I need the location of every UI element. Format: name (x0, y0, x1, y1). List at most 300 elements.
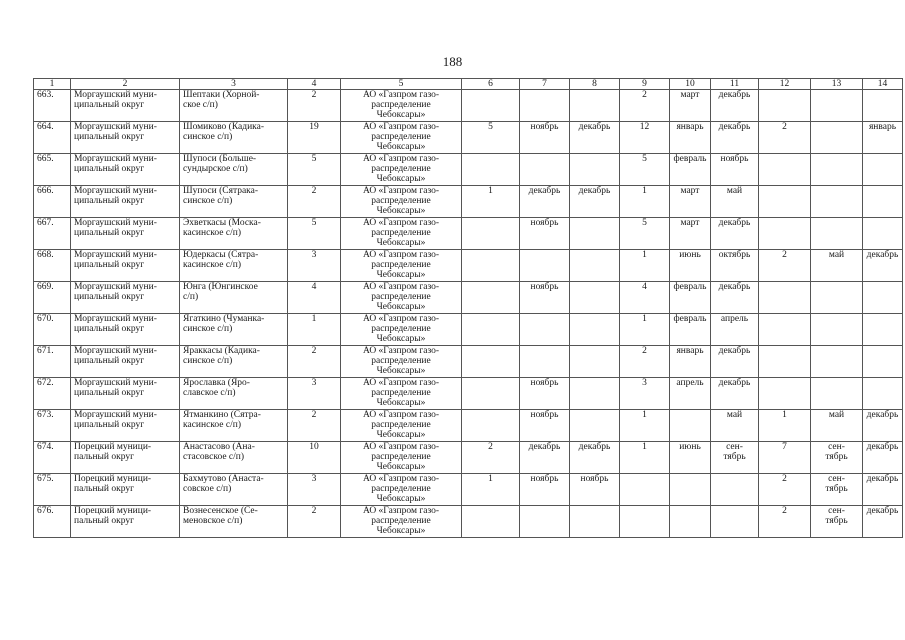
count-cell: 10 (288, 442, 341, 474)
col7-cell: ноябрь (520, 378, 570, 410)
cell-text-line: сен- (828, 506, 845, 516)
cell-text-line: АО «Газпром газо- (362, 186, 440, 196)
locality-cell (180, 378, 288, 410)
col9-cell: 4 (620, 282, 670, 314)
col11-cell: май (711, 410, 759, 442)
cell-text-line: Моргаушский муни- (74, 314, 157, 324)
organization-cell (341, 314, 462, 346)
table-row (34, 506, 903, 538)
col12-cell (759, 378, 811, 410)
col7-cell: декабрь (520, 186, 570, 218)
cell-text-line: Шупоси (Сятрака- (183, 186, 259, 196)
column-number-4: 4 (288, 79, 341, 90)
col11-cell: октябрь (711, 250, 759, 282)
col11-cell (711, 474, 759, 506)
col13-cell (811, 474, 863, 506)
cell-text-line: меновское с/п) (183, 516, 243, 526)
cell-text-line: Чебоксары» (376, 462, 426, 472)
cell-text-line: Чебоксары» (376, 430, 426, 440)
col8-cell (570, 346, 620, 378)
organization-cell (341, 218, 462, 250)
cell-text-line: Ягаткино (Чуманка- (183, 314, 265, 324)
col10-cell (670, 506, 711, 538)
cell-text-line: Вознесенское (Се- (183, 506, 258, 516)
cell-text-line: пальный округ (74, 516, 135, 526)
row-number: 673. (34, 410, 71, 442)
col11-cell: декабрь (711, 282, 759, 314)
cell-text-line: ципальный округ (74, 292, 145, 302)
col9-cell: 1 (620, 186, 670, 218)
row-number: 671. (34, 346, 71, 378)
col10-cell: январь (670, 346, 711, 378)
col14-cell (863, 218, 903, 250)
locality-cell (180, 186, 288, 218)
col14-cell: декабрь (863, 250, 903, 282)
col8-cell (570, 90, 620, 122)
district-cell (71, 378, 180, 410)
col8-cell: декабрь (570, 122, 620, 154)
cell-text-line: Чебоксары» (376, 206, 426, 216)
cell-text-line: тябрь (825, 516, 848, 526)
col6-cell (462, 250, 520, 282)
col8-cell: декабрь (570, 186, 620, 218)
district-cell (71, 186, 180, 218)
cell-text-line: сен- (828, 474, 845, 484)
locality-cell (180, 442, 288, 474)
col11-cell: апрель (711, 314, 759, 346)
cell-text-line: Чебоксары» (376, 238, 426, 248)
col8-cell: декабрь (570, 442, 620, 474)
column-number-row (34, 79, 903, 90)
col10-cell: июнь (670, 250, 711, 282)
cell-text-line: касинское с/п) (183, 228, 241, 238)
col9-cell: 2 (620, 90, 670, 122)
cell-text-line: распределение (371, 356, 431, 366)
cell-text-line: ципальный округ (74, 260, 145, 270)
cell-text-line: Юнга (Юнгинское (183, 282, 258, 292)
col7-cell: ноябрь (520, 282, 570, 314)
row-number: 669. (34, 282, 71, 314)
cell-text-line: распределение (371, 452, 431, 462)
locality-cell (180, 506, 288, 538)
col6-cell: 1 (462, 186, 520, 218)
col13-cell (811, 218, 863, 250)
column-number-11: 11 (711, 79, 759, 90)
cell-text-line: ципальный округ (74, 132, 145, 142)
col8-cell (570, 506, 620, 538)
column-number-3: 3 (180, 79, 288, 90)
col13-cell (811, 442, 863, 474)
cell-text-line: АО «Газпром газо- (362, 506, 440, 516)
col11-cell: май (711, 186, 759, 218)
organization-cell (341, 410, 462, 442)
cell-text-line: Чебоксары» (376, 270, 426, 280)
col6-cell (462, 506, 520, 538)
col8-cell: ноябрь (570, 474, 620, 506)
col11-cell: декабрь (711, 122, 759, 154)
col12-cell: 2 (759, 506, 811, 538)
cell-text-line: Чебоксары» (376, 302, 426, 312)
organization-cell (341, 122, 462, 154)
col14-cell: декабрь (863, 474, 903, 506)
col12-cell (759, 346, 811, 378)
col13-cell (811, 154, 863, 186)
col10-cell: март (670, 186, 711, 218)
locality-cell (180, 218, 288, 250)
cell-text-line: ципальный округ (74, 388, 145, 398)
cell-text-line: славское с/п) (183, 388, 236, 398)
col6-cell: 1 (462, 474, 520, 506)
col13-cell (811, 90, 863, 122)
cell-text-line: Порецкий муници- (74, 442, 152, 452)
row-number: 676. (34, 506, 71, 538)
cell-text-line: Шомиково (Кадика- (183, 122, 265, 132)
cell-text-line: ципальный округ (74, 164, 145, 174)
organization-cell (341, 282, 462, 314)
col10-cell: март (670, 218, 711, 250)
cell-text-line: пальный округ (74, 484, 135, 494)
col13-cell (811, 378, 863, 410)
table-row (34, 442, 903, 474)
table-row (34, 186, 903, 218)
col8-cell (570, 154, 620, 186)
col12-cell: 2 (759, 122, 811, 154)
cell-text-line: распределение (371, 164, 431, 174)
cell-text-line: распределение (371, 228, 431, 238)
col7-cell (520, 314, 570, 346)
col12-cell: 1 (759, 410, 811, 442)
col10-cell (670, 474, 711, 506)
col12-cell (759, 282, 811, 314)
col14-cell (863, 282, 903, 314)
col8-cell (570, 314, 620, 346)
col14-cell (863, 346, 903, 378)
col9-cell: 1 (620, 442, 670, 474)
table-body (34, 90, 903, 538)
column-number-13: 13 (811, 79, 863, 90)
col8-cell (570, 218, 620, 250)
cell-text-line: АО «Газпром газо- (362, 122, 440, 132)
col14-cell: декабрь (863, 410, 903, 442)
col9-cell: 2 (620, 346, 670, 378)
table-row (34, 410, 903, 442)
col10-cell: февраль (670, 314, 711, 346)
col9-cell (620, 474, 670, 506)
cell-text-line: Порецкий муници- (74, 474, 152, 484)
col7-cell: ноябрь (520, 218, 570, 250)
col9-cell (620, 506, 670, 538)
cell-text-line: касинское с/п) (183, 420, 241, 430)
cell-text-line: Юдеркасы (Сятра- (183, 250, 259, 260)
column-number-9: 9 (620, 79, 670, 90)
count-cell: 3 (288, 250, 341, 282)
col14-cell (863, 378, 903, 410)
row-number: 672. (34, 378, 71, 410)
column-number-8: 8 (570, 79, 620, 90)
cell-text-line: Моргаушский муни- (74, 346, 157, 356)
col10-cell: март (670, 90, 711, 122)
cell-text-line: распределение (371, 516, 431, 526)
cell-text-line: Чебоксары» (376, 398, 426, 408)
cell-text-line: синское с/п) (183, 132, 233, 142)
col14-cell (863, 90, 903, 122)
cell-text-line: распределение (371, 260, 431, 270)
table-row (34, 250, 903, 282)
cell-text-line: тябрь (825, 452, 848, 462)
col10-cell (670, 410, 711, 442)
cell-text-line: Моргаушский муни- (74, 186, 157, 196)
cell-text-line: распределение (371, 324, 431, 334)
col11-cell (711, 506, 759, 538)
table-row (34, 90, 903, 122)
district-cell (71, 122, 180, 154)
table-row (34, 474, 903, 506)
count-cell: 3 (288, 474, 341, 506)
locality-cell (180, 122, 288, 154)
cell-text-line: АО «Газпром газо- (362, 346, 440, 356)
cell-text-line: пальный округ (74, 452, 135, 462)
cell-text-line: АО «Газпром газо- (362, 218, 440, 228)
column-number-5: 5 (341, 79, 462, 90)
column-number-10: 10 (670, 79, 711, 90)
cell-text-line: Моргаушский муни- (74, 282, 157, 292)
district-cell (71, 410, 180, 442)
col6-cell (462, 154, 520, 186)
count-cell: 2 (288, 346, 341, 378)
row-number: 667. (34, 218, 71, 250)
cell-text-line: ципальный округ (74, 420, 145, 430)
locality-cell (180, 282, 288, 314)
cell-text-line: ципальный округ (74, 100, 145, 110)
row-number: 670. (34, 314, 71, 346)
col13-cell (811, 282, 863, 314)
col14-cell (863, 186, 903, 218)
col12-cell: 7 (759, 442, 811, 474)
column-number-6: 6 (462, 79, 520, 90)
district-cell (71, 474, 180, 506)
col12-cell (759, 90, 811, 122)
cell-text-line: синское с/п) (183, 356, 233, 366)
cell-text-line: Чебоксары» (376, 366, 426, 376)
table-row (34, 154, 903, 186)
cell-text-line: синское с/п) (183, 324, 233, 334)
col14-cell (863, 154, 903, 186)
cell-text-line: Ярославка (Яро- (183, 378, 250, 388)
column-number-14: 14 (863, 79, 903, 90)
district-cell (71, 442, 180, 474)
cell-text-line: распределение (371, 388, 431, 398)
col13-cell: май (811, 410, 863, 442)
cell-text-line: с/п) (183, 292, 199, 302)
col11-cell: ноябрь (711, 154, 759, 186)
col8-cell (570, 378, 620, 410)
organization-cell (341, 378, 462, 410)
cell-text-line: Порецкий муници- (74, 506, 152, 516)
col10-cell: февраль (670, 282, 711, 314)
col13-cell (811, 346, 863, 378)
count-cell: 5 (288, 154, 341, 186)
page-number: 188 (442, 54, 463, 69)
cell-text-line: ципальный округ (74, 196, 145, 206)
cell-text-line: АО «Газпром газо- (362, 314, 440, 324)
gasification-schedule-table (33, 78, 903, 538)
organization-cell (341, 154, 462, 186)
col7-cell (520, 90, 570, 122)
col13-cell (811, 314, 863, 346)
col7-cell (520, 154, 570, 186)
cell-text-line: ское с/п) (183, 100, 218, 110)
col13-cell: май (811, 250, 863, 282)
col10-cell: январь (670, 122, 711, 154)
column-number-12: 12 (759, 79, 811, 90)
district-cell (71, 154, 180, 186)
cell-text-line: распределение (371, 196, 431, 206)
col6-cell (462, 314, 520, 346)
table-row (34, 378, 903, 410)
cell-text-line: Шептаки (Хорной- (183, 90, 260, 100)
cell-text-line: Чебоксары» (376, 334, 426, 344)
cell-text-line: АО «Газпром газо- (362, 378, 440, 388)
cell-text-line: синское с/п) (183, 196, 233, 206)
cell-text-line: Чебоксары» (376, 494, 426, 504)
col7-cell: ноябрь (520, 122, 570, 154)
row-number: 664. (34, 122, 71, 154)
col6-cell (462, 410, 520, 442)
col11-cell (711, 442, 759, 474)
locality-cell (180, 90, 288, 122)
table-row (34, 314, 903, 346)
district-cell (71, 314, 180, 346)
cell-text-line: Бахмутово (Анаста- (183, 474, 264, 484)
cell-text-line: ципальный округ (74, 324, 145, 334)
col10-cell: апрель (670, 378, 711, 410)
col13-cell (811, 506, 863, 538)
organization-cell (341, 186, 462, 218)
count-cell: 3 (288, 378, 341, 410)
col12-cell (759, 154, 811, 186)
count-cell: 2 (288, 90, 341, 122)
col6-cell (462, 218, 520, 250)
cell-text-line: Моргаушский муни- (74, 90, 157, 100)
cell-text-line: Чебоксары» (376, 174, 426, 184)
col6-cell: 5 (462, 122, 520, 154)
table-row (34, 282, 903, 314)
col11-cell: декабрь (711, 378, 759, 410)
col9-cell: 1 (620, 410, 670, 442)
district-cell (71, 346, 180, 378)
count-cell: 2 (288, 506, 341, 538)
cell-text-line: Шупоси (Больше- (183, 154, 257, 164)
organization-cell (341, 474, 462, 506)
col14-cell: декабрь (863, 506, 903, 538)
organization-cell (341, 90, 462, 122)
district-cell (71, 218, 180, 250)
locality-cell (180, 250, 288, 282)
organization-cell (341, 442, 462, 474)
col8-cell (570, 250, 620, 282)
col9-cell: 1 (620, 314, 670, 346)
column-number-7: 7 (520, 79, 570, 90)
row-number: 668. (34, 250, 71, 282)
locality-cell (180, 154, 288, 186)
cell-text-line: Моргаушский муни- (74, 410, 157, 420)
row-number: 675. (34, 474, 71, 506)
cell-text-line: распределение (371, 100, 431, 110)
cell-text-line: АО «Газпром газо- (362, 282, 440, 292)
cell-text-line: сундырское с/п) (183, 164, 248, 174)
cell-text-line: АО «Газпром газо- (362, 250, 440, 260)
col9-cell: 3 (620, 378, 670, 410)
cell-text-line: распределение (371, 420, 431, 430)
locality-cell (180, 474, 288, 506)
cell-text-line: распределение (371, 484, 431, 494)
locality-cell (180, 346, 288, 378)
count-cell: 2 (288, 410, 341, 442)
locality-cell (180, 410, 288, 442)
cell-text-line: Анастасово (Ана- (183, 442, 255, 452)
col7-cell: декабрь (520, 442, 570, 474)
organization-cell (341, 506, 462, 538)
cell-text-line: тябрь (825, 484, 848, 494)
cell-text-line: распределение (371, 132, 431, 142)
col10-cell: июнь (670, 442, 711, 474)
col14-cell: январь (863, 122, 903, 154)
cell-text-line: Чебоксары» (376, 110, 426, 120)
col9-cell: 1 (620, 250, 670, 282)
count-cell: 4 (288, 282, 341, 314)
col14-cell (863, 314, 903, 346)
cell-text-line: Ятманкино (Сятра- (183, 410, 261, 420)
col12-cell (759, 218, 811, 250)
col7-cell (520, 346, 570, 378)
count-cell: 2 (288, 186, 341, 218)
col6-cell (462, 90, 520, 122)
row-number: 665. (34, 154, 71, 186)
col10-cell: февраль (670, 154, 711, 186)
organization-cell (341, 346, 462, 378)
organization-cell (341, 250, 462, 282)
col12-cell (759, 314, 811, 346)
cell-text-line: сен- (726, 442, 743, 452)
col7-cell (520, 506, 570, 538)
col7-cell: ноябрь (520, 410, 570, 442)
row-number: 663. (34, 90, 71, 122)
col8-cell (570, 410, 620, 442)
row-number: 674. (34, 442, 71, 474)
locality-cell (180, 314, 288, 346)
district-cell (71, 282, 180, 314)
table-row (34, 218, 903, 250)
cell-text-line: АО «Газпром газо- (362, 474, 440, 484)
cell-text-line: Моргаушский муни- (74, 218, 157, 228)
col8-cell (570, 282, 620, 314)
cell-text-line: совское с/п) (183, 484, 232, 494)
column-number-1: 1 (34, 79, 71, 90)
cell-text-line: Эхветкасы (Моска- (183, 218, 261, 228)
cell-text-line: стасовское с/п) (183, 452, 245, 462)
cell-text-line: тябрь (723, 452, 746, 462)
cell-text-line: Чебоксары» (376, 526, 426, 536)
table-row (34, 122, 903, 154)
cell-text-line: распределение (371, 292, 431, 302)
district-cell (71, 506, 180, 538)
cell-text-line: АО «Газпром газо- (362, 410, 440, 420)
col6-cell (462, 346, 520, 378)
count-cell: 5 (288, 218, 341, 250)
col9-cell: 12 (620, 122, 670, 154)
col14-cell: декабрь (863, 442, 903, 474)
col7-cell (520, 250, 570, 282)
